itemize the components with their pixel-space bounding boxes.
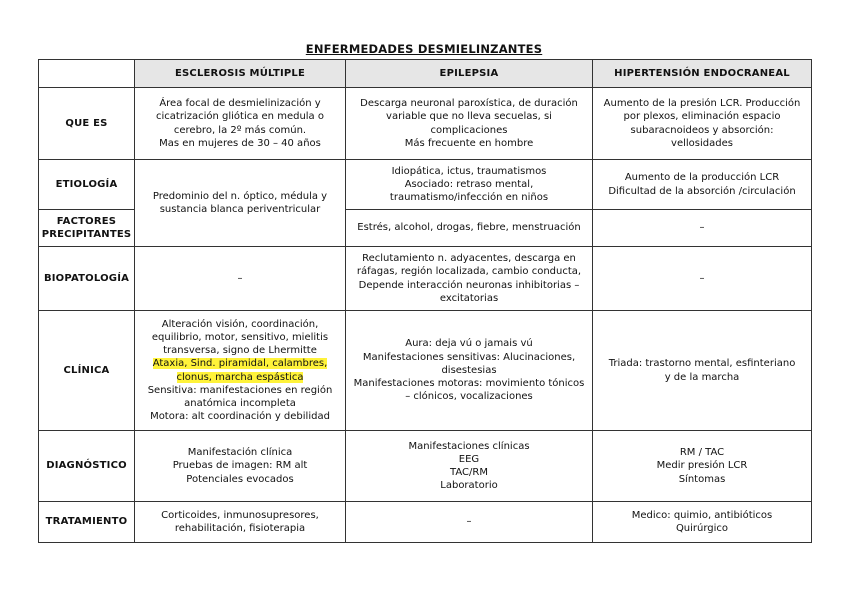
text-line: Reclutamiento n. adyacentes, descarga en [362, 253, 576, 265]
text-line: RM / TAC [679, 447, 725, 459]
row-label-biopatologia: BIOPATOLOGÍA [39, 247, 135, 311]
row-label-line: PRECIPITANTES [41, 229, 132, 240]
text-line: Área focal de desmielinización y [159, 98, 321, 110]
text-line: Sensitiva: manifestaciones en región [147, 384, 333, 396]
text-line: Medico: quimio, antibióticos [631, 509, 773, 521]
row-label-line: FACTORES [56, 215, 117, 227]
header-row [39, 60, 812, 88]
cell-diagnostico-epilepsia [346, 431, 593, 502]
text-line: sustancia blanca periventricular [159, 204, 321, 215]
column-header-esclerosis: ESCLEROSIS MÚLTIPLE [135, 60, 346, 88]
table-row-que-es [39, 88, 812, 160]
row-label-que-es: QUE ES [39, 88, 135, 160]
text-line: Motora: alt coordinación y debilidad [150, 411, 330, 423]
text-line: Síntomas [678, 473, 726, 485]
text-line: TAC/RM [450, 467, 488, 478]
table-row-clinica [39, 311, 812, 431]
cell-tratamiento-epilepsia: – [346, 502, 593, 543]
text-line: Quirúrgico [675, 523, 729, 534]
row-label-factores [39, 210, 135, 247]
text-line: vellosidades [671, 137, 733, 149]
text-line: por plexos, eliminación espacio [623, 111, 781, 123]
text-line: Idiopática, ictus, traumatismos [391, 165, 547, 177]
cell-etiologia-factores-esclerosis [135, 160, 346, 247]
text-line: cerebro, la 2º más común. [173, 124, 307, 136]
cell-tratamiento-hipertension [593, 502, 812, 543]
row-label-tratamiento: TRATAMIENTO [39, 502, 135, 543]
row-label-diagnostico: DIAGNÓSTICO [39, 431, 135, 502]
text-line: Alteración visión, coordinación, [161, 318, 319, 330]
cell-biopatologia-esclerosis: – [135, 247, 346, 311]
text-line: Asociado: retraso mental, [404, 178, 534, 190]
text-line: traumatismo/infección en niños [389, 192, 549, 204]
text-line: Manifestaciones sensitivas: Alucinaciones, [362, 351, 576, 363]
text-line: Manifestación clínica [187, 447, 293, 459]
cell-diagnostico-esclerosis [135, 431, 346, 502]
cell-factores-hipertension: – [593, 210, 812, 247]
column-header-hipertension: HIPERTENSIÓN ENDOCRANEAL [593, 60, 812, 88]
text-line: Manifestaciones clínicas [408, 440, 530, 452]
text-line: Dificultad de la absorción /circulación [608, 185, 796, 197]
row-label-etiologia: ETIOLOGÍA [39, 160, 135, 210]
text-line: Medir presión LCR [656, 460, 748, 472]
text-line: Triada: trastorno mental, esfinteriano [608, 358, 796, 370]
text-line: Aumento de la presión LCR. Producción [603, 98, 801, 110]
row-label-clinica: CLÍNICA [39, 311, 135, 431]
text-line: Manifestaciones motoras: movimiento tónicos [353, 378, 585, 390]
table-row-biopatologia [39, 247, 812, 311]
table-row-tratamiento [39, 502, 812, 543]
cell-que-es-esclerosis [135, 88, 346, 160]
text-line: Laboratorio [440, 480, 498, 492]
cell-clinica-epilepsia [346, 311, 593, 431]
comparison-table [38, 59, 812, 543]
document-title: ENFERMEDADES DESMIELINZANTES [305, 42, 543, 56]
cell-clinica-hipertension [593, 311, 812, 431]
text-line: EEG [458, 453, 480, 465]
text-line: disestesias [441, 364, 497, 376]
cell-biopatologia-hipertension: – [593, 247, 812, 311]
text-line: transversa, signo de Lhermitte [163, 345, 317, 357]
text-line: excitatorias [439, 292, 499, 304]
text-line: Descarga neuronal paroxística, de duración [360, 98, 578, 110]
text-line: variable que no lleva secuelas, si [386, 111, 552, 123]
text-line: rehabilitación, fisioterapia [174, 523, 306, 534]
table-row-diagnostico [39, 431, 812, 502]
cell-diagnostico-hipertension [593, 431, 812, 502]
text-line: Predominio del n. óptico, médula y [152, 190, 328, 202]
cell-biopatologia-epilepsia [346, 247, 593, 311]
text-line: Más frecuente en hombre [404, 137, 534, 149]
text-line: anatómica incompleta [184, 397, 296, 409]
highlighted-text: clonus, marcha espástica [176, 371, 304, 383]
column-header-epilepsia: EPILEPSIA [346, 60, 593, 88]
cell-etiologia-hipertension [593, 160, 812, 210]
cell-que-es-hipertension [593, 88, 812, 160]
text-line: Mas en mujeres de 30 – 40 años [159, 137, 321, 149]
text-line: equilibrio, motor, sensitivo, mielitis [151, 331, 329, 343]
text-line: subaracnoideos y absorción: [630, 124, 774, 136]
cell-tratamiento-esclerosis [135, 502, 346, 543]
text-line: y de la marcha [664, 371, 740, 383]
text-line: Corticoides, inmunosupresores, [161, 509, 319, 521]
text-line: Pruebas de imagen: RM alt [172, 460, 308, 472]
corner-cell [39, 60, 135, 88]
cell-factores-epilepsia: Estrés, alcohol, drogas, fiebre, menstruación [346, 210, 593, 247]
text-line: ráfagas, región localizada, cambio conducta, [356, 266, 582, 278]
text-line: Depende interacción neuronas inhibitorias – [358, 279, 580, 291]
text-line: Aura: deja vú o jamais vú [405, 338, 533, 350]
text-line: – clónicos, vocalizaciones [405, 391, 533, 403]
text-line: cicatrización gliótica en medula o [156, 111, 324, 123]
text-line: complicaciones [430, 124, 508, 136]
cell-que-es-epilepsia [346, 88, 593, 160]
cell-etiologia-epilepsia [346, 160, 593, 210]
highlighted-text: Ataxia, Sind. piramidal, calambres, [152, 358, 328, 370]
text-line: Potenciales evocados [186, 473, 294, 485]
cell-clinica-esclerosis [135, 311, 346, 431]
text-line: Aumento de la producción LCR [624, 172, 780, 184]
table-row-etiologia [39, 160, 812, 210]
